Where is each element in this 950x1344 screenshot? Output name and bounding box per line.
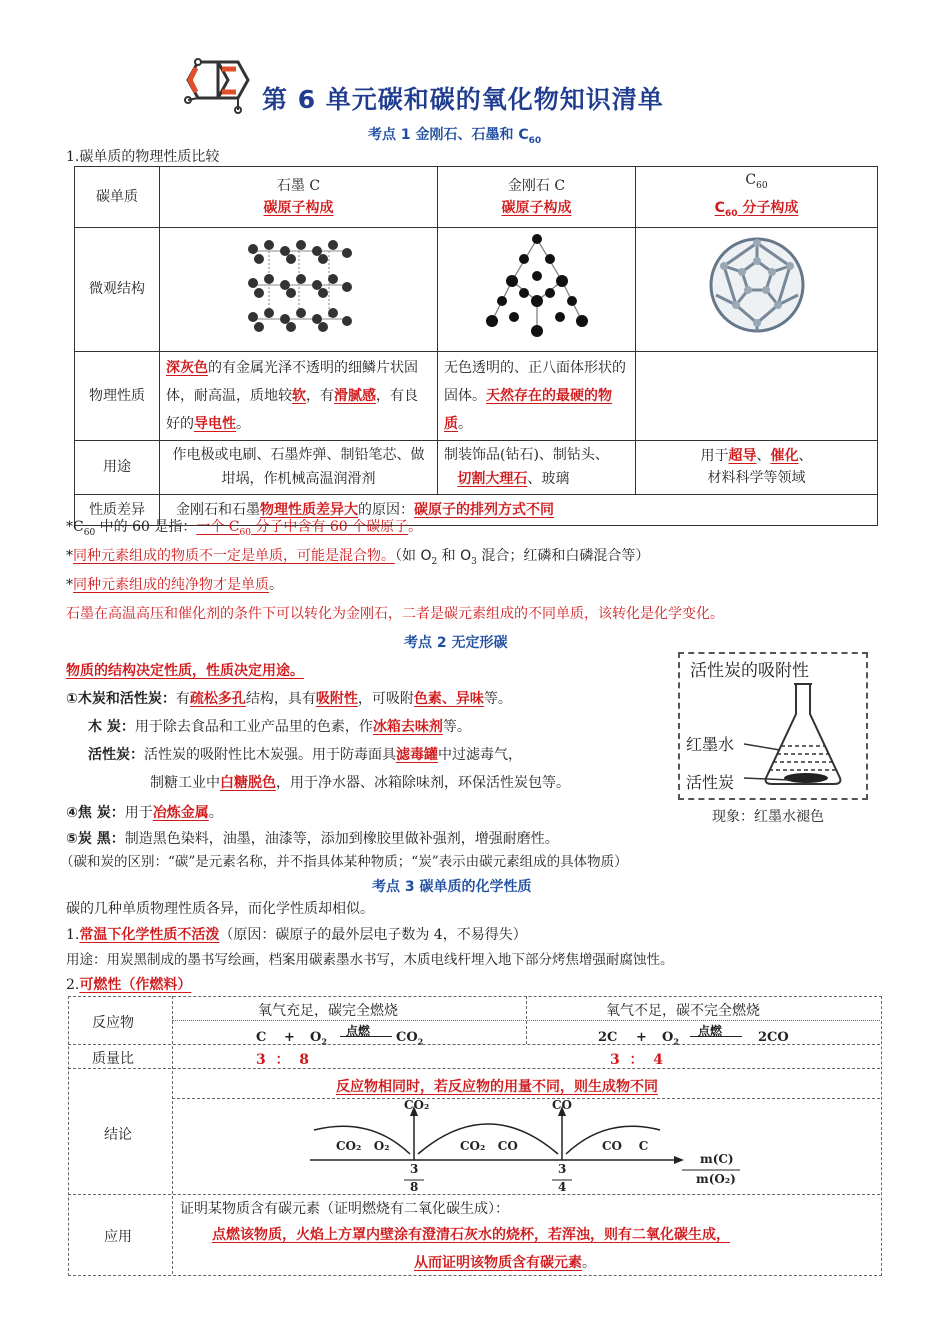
figure-title: 活性炭的吸附性 <box>690 661 809 681</box>
full-combustion-title: 氧气充足，碳完全燃烧 <box>258 1003 398 1019</box>
carbon-comparison-table <box>74 166 878 526</box>
frac2-denominator: 4 <box>558 1180 567 1194</box>
charcoal-line: ①木炭和活性炭：有疏松多孔结构，具有吸附性，可吸附色素、异味等。 <box>66 691 512 707</box>
note-mixture: *同种元素组成的物质不一定是单质，可能是混合物。（如 $O_2$ 和 $O_3$ 混合；红磷和白磷混合等） <box>66 548 650 567</box>
inactive-line: 1.常温下化学性质不活泼（原因：碳原子的最外层电子数为 4，不易得失） <box>66 927 527 943</box>
carbon-black-line: ⑤炭 黑：制造黑色染料，油墨，油漆等，添加到橡胶里做补强剂，增强耐磨性。 <box>66 831 559 847</box>
segment-3-label: CO C <box>602 1139 649 1153</box>
c60-structure-image <box>636 227 878 351</box>
row-label-phys: 物理性质 <box>75 351 160 440</box>
sugar-industry-line: 制糖工业中白糖脱色，用于净水器、冰箱除味剂，环保活性炭包等。 <box>150 775 570 791</box>
row-label-conclusion: 结论 <box>104 1127 132 1143</box>
application-line-3: 从而证明该物质含有碳元素。 <box>414 1255 596 1271</box>
diamond-header: 金刚石 C 碳原子构成 <box>438 167 636 228</box>
structure-property-line: 物质的结构决定性质，性质决定用途。 <box>66 663 304 679</box>
activated-carbon-line: 活性炭：活性炭的吸附性比木炭强。用于防毒面具滤毒罐中过滤毒气， <box>88 747 522 763</box>
partial-combustion-title: 氧气不足，碳不完全燃烧 <box>606 1003 760 1019</box>
ratio-denominator: m(O₂) <box>696 1172 736 1186</box>
row-label-app: 应用 <box>104 1229 132 1245</box>
point3-heading: 考点 3 碳单质的化学性质 <box>372 879 532 895</box>
diamond-use: 制装饰品(钻石)、制钻头、 切割大理石、玻璃 <box>438 440 636 494</box>
equation-full: C + $O_2$ 点燃 $CO_2$ <box>256 1024 424 1047</box>
graphite-structure-image <box>160 227 438 351</box>
figure-label-carbon: 活性炭 <box>686 773 735 792</box>
benzene-logo-icon <box>176 52 256 122</box>
point2-heading: 考点 2 无定形碳 <box>404 635 508 651</box>
frac2-numerator: 3 <box>558 1162 567 1176</box>
frac1-numerator: 3 <box>410 1162 419 1176</box>
graphite-use: 作电极或电刷、石墨炸弹、制铅笔芯、做坩埚，作机械高温润滑剂 <box>160 440 438 494</box>
carbon-pointer-line <box>744 772 794 786</box>
row-label-micro: 微观结构 <box>75 227 160 351</box>
diamond-phys: 无色透明的、正八面体形状的固体。天然存在的最硬的物质。 <box>438 351 636 440</box>
c60-use: 用于超导、催化、 材料科学等领域 <box>636 440 878 494</box>
c60-phys <box>636 351 878 440</box>
note-graphite-diamond: 石墨在高温高压和催化剂的条件下可以转化为金刚石，二者是碳元素组成的不同单质，该转化是化学变化。 <box>66 606 724 622</box>
conclusion-text: 反应物相同时，若反应物的用量不同，则生成物不同 <box>336 1079 658 1095</box>
row-label-diff: 性质差异 <box>75 494 160 525</box>
axis-label-co: CO <box>552 1098 573 1112</box>
diamond-structure-image <box>438 227 636 351</box>
row-label-reaction: 反应物 <box>92 1015 134 1031</box>
diamond-lattice-icon <box>482 231 592 339</box>
chem-similar-line: 碳的几种单质物理性质各异，而化学性质却相似。 <box>66 901 374 917</box>
row-label-substance: 碳单质 <box>75 167 160 228</box>
combustibility-line: 2.可燃性（作燃料） <box>66 977 192 993</box>
graphite-layers-icon <box>239 231 359 339</box>
equation-partial: 2C + $O_2$ 点燃 2CO <box>598 1024 789 1047</box>
graphite-phys: 深灰色的有金属光泽不透明的细鳞片状固体，耐高温，质地较软，有滑腻感，有良好的导电性。 <box>160 351 438 440</box>
note-pure: *同种元素组成的纯净物才是单质。 <box>66 577 283 593</box>
c60-header: $C_{60}$ $C_{60}$ 分子构成 <box>636 167 878 228</box>
mass-ratio-partial: 3 ： 4 <box>610 1052 663 1068</box>
row-label-mass: 质量比 <box>92 1051 134 1067</box>
point1-heading: 考点 1 金刚石、石墨和 $C_{60}$ <box>368 127 542 146</box>
graphite-header: 石墨 C 碳原子构成 <box>160 167 438 228</box>
difference-cell: 金刚石和石墨物理性质差异大的原因：碳原子的排列方式不同 <box>160 494 878 525</box>
row-label-use: 用途 <box>75 440 160 494</box>
ratio-numerator: m(C) <box>700 1152 734 1166</box>
coke-line: ④焦 炭：用于冶炼金属。 <box>66 805 223 821</box>
wood-charcoal-line: 木 炭：用于除去食品和工业产品里的色素，作冰箱去味剂等。 <box>88 719 471 735</box>
carbon-char-difference: （碳和炭的区别：“碳”是元素名称，并不指具体某种物质；“炭”表示由碳元素组成的具体物质） <box>60 854 628 870</box>
application-line-1: 证明某物质含有碳元素（证明燃烧有二氧化碳生成）： <box>180 1201 509 1217</box>
point1-subtitle: 1.碳单质的物理性质比较 <box>66 149 220 165</box>
application-line-2: 点燃该物质，火焰上方罩内壁涂有澄清石灰水的烧杯，若浑浊，则有二氧化碳生成， <box>212 1227 730 1243</box>
frac1-denominator: 8 <box>410 1180 419 1194</box>
figure-label-ink: 红墨水 <box>686 735 735 754</box>
fullerene-ball-icon <box>702 231 812 339</box>
usage-line: 用途：用炭黑制成的墨书写绘画，档案用碳素墨水书写，木质电线杆埋入地下部分烤焦增强耐腐蚀性。 <box>66 952 674 968</box>
axis-label-co2: CO₂ <box>404 1098 430 1112</box>
ink-pointer-line <box>744 742 784 752</box>
segment-1-label: CO₂ O₂ <box>336 1139 390 1153</box>
mass-ratio-full: 3 ： 8 <box>256 1052 309 1068</box>
note-c60: $*C_{60}$ 中的 60 是指：一个 $C_{60}$ 分子中含有 60 个碳原子。 <box>66 519 423 538</box>
page-title: 第 6 单元碳和碳的氧化物知识清单 <box>262 85 664 114</box>
segment-2-label: CO₂ CO <box>460 1139 518 1153</box>
figure-caption: 现象：红墨水褪色 <box>712 809 824 825</box>
